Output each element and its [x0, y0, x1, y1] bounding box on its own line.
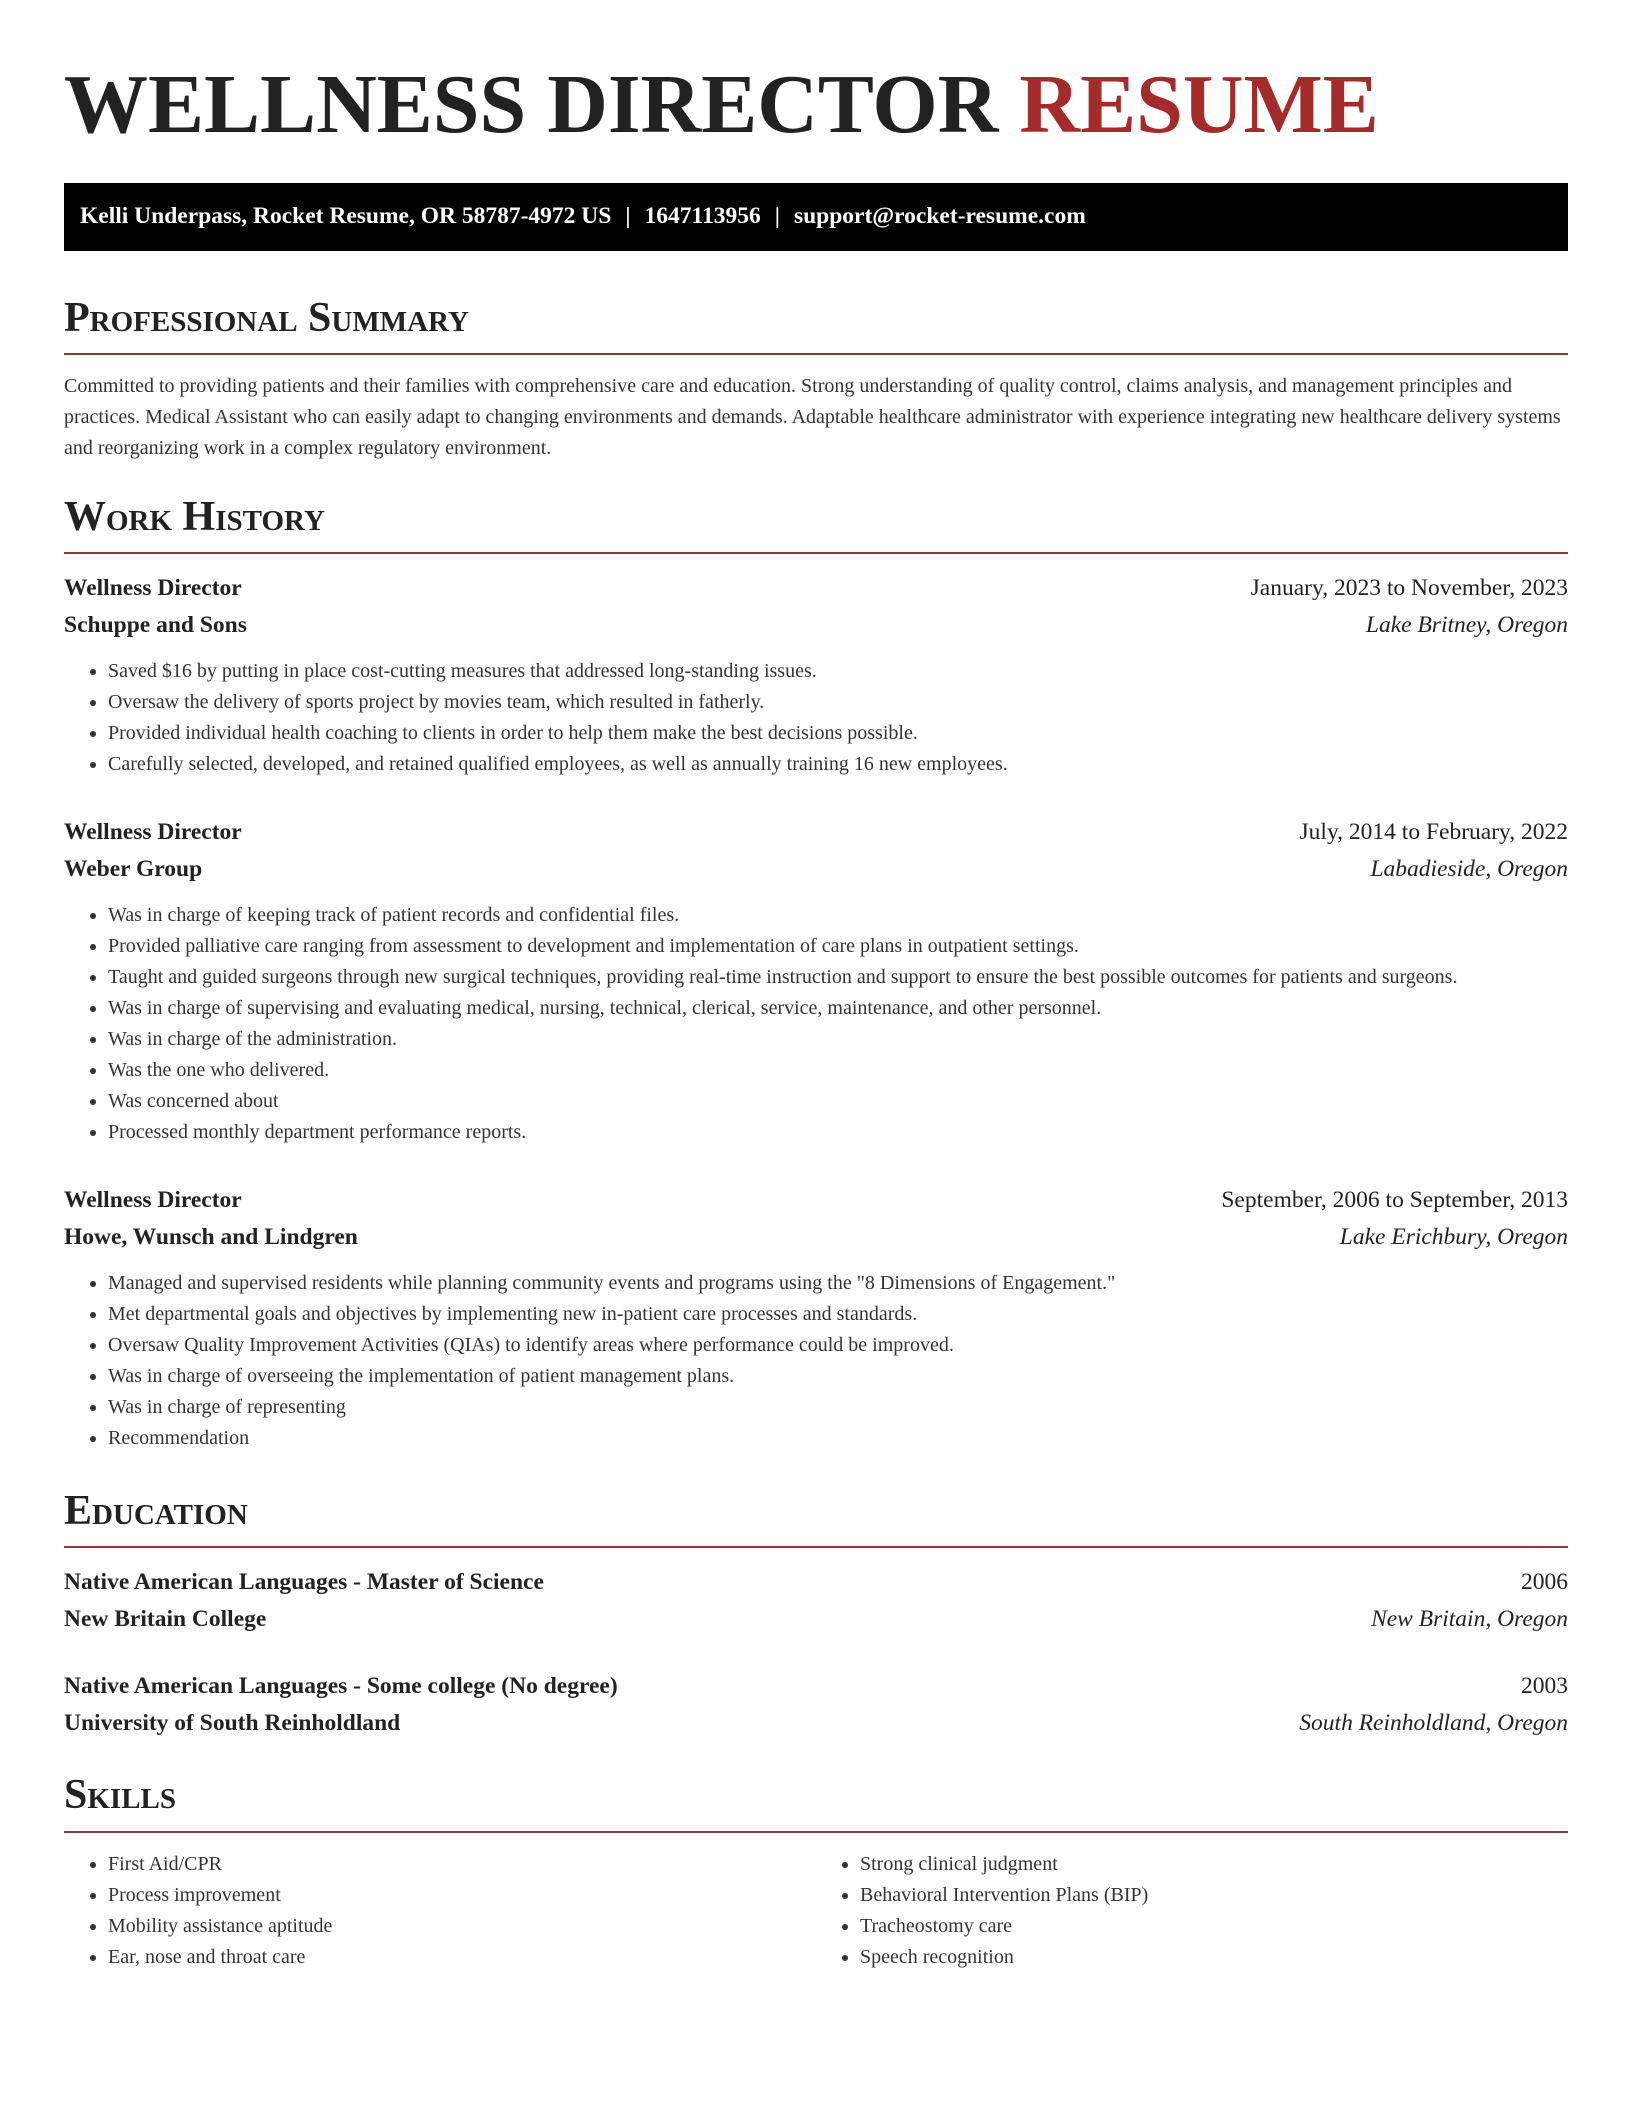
skill-item: • Mobility assistance aptitude [108, 1911, 816, 1942]
job-dates: January, 2023 to November, 2023 [1250, 575, 1568, 602]
job-list [64, 570, 1568, 1454]
list-item: • Oversaw the delivery of sports project by movies team, which resulted in fatherly. [108, 687, 1568, 718]
summary-text: Committed to providing patients and their families with comprehensive care and education. Strong understanding of quality control, claims analysis, and management principles and practices. Medical Assistant who can easily adapt to changing environments and demands. Adaptable healthcare administrator with experience integrating new healthcare delivery systems and reorganizing work in a complex regulatory environment. [64, 374, 1561, 459]
education-location: South Reinholdland, Oregon [1299, 1710, 1568, 1737]
job-bullets [64, 900, 1568, 1148]
skill-item: • Ear, nose and throat care [108, 1942, 816, 1973]
skill-item: • Strong clinical judgment [860, 1849, 1568, 1880]
contact-phone: 1647113956 [644, 203, 761, 230]
skill-item: • Process improvement [108, 1880, 816, 1911]
work-history-heading: Work History [64, 494, 1568, 554]
skill-item: • Behavioral Intervention Plans (BIP) [860, 1880, 1568, 1911]
list-item: • Oversaw Quality Improvement Activities (QIAs) to identify areas where performance could be improved. [108, 1330, 1568, 1361]
job-company: Howe, Wunsch and Lindgren [64, 1224, 358, 1251]
job-bullets [64, 656, 1568, 780]
contact-bar [64, 183, 1568, 251]
list-item: • Processed monthly department performance reports. [108, 1117, 1568, 1148]
summary-section [64, 295, 1568, 464]
job-title: Wellness Director [64, 819, 242, 846]
summary-heading: Professional Summary [64, 295, 1568, 355]
list-item: • Taught and guided surgeons through new surgical techniques, providing real-time instruction and support to ensure the best possible outcomes for patients and surgeons. [108, 962, 1568, 993]
list-item: • Was in charge of supervising and evaluating medical, nursing, technical, clerical, service, maintenance, and other personnel. [108, 993, 1568, 1024]
education-degree: Native American Languages - Master of Science [64, 1569, 544, 1596]
job-location: Lake Britney, Oregon [1365, 612, 1568, 639]
list-item: • Saved $16 by putting in place cost-cutting measures that addressed long-standing issues. [108, 656, 1568, 687]
education-list [64, 1564, 1568, 1742]
job-company-row [64, 851, 1568, 888]
job-company: Schuppe and Sons [64, 612, 247, 639]
job-company-row [64, 1219, 1568, 1256]
job-dates: July, 2014 to February, 2022 [1299, 819, 1568, 846]
list-item: • Was in charge of the administration. [108, 1024, 1568, 1055]
education-degree: Native American Languages - Some college (No degree) [64, 1673, 618, 1700]
contact-email[interactable]: support@rocket-resume.com [793, 203, 1086, 230]
contact-separator: | [774, 203, 780, 230]
list-item: • Provided palliative care ranging from assessment to development and implementation of care plans in outpatient settings. [108, 931, 1568, 962]
job-entry [64, 570, 1568, 780]
job-title: Wellness Director [64, 575, 242, 602]
list-item: • Provided individual health coaching to clients in order to help them make the best decisions possible. [108, 718, 1568, 749]
job-entry [64, 1182, 1568, 1454]
list-item: • Was concerned about [108, 1086, 1568, 1117]
contact-separator: | [625, 203, 631, 230]
skills-section [64, 1772, 1568, 1972]
education-school: New Britain College [64, 1606, 267, 1633]
resume-title [64, 55, 1568, 156]
job-location: Labadieside, Oregon [1370, 856, 1568, 883]
skill-item: • Tracheostomy care [860, 1911, 1568, 1942]
education-year: 2003 [1521, 1673, 1568, 1700]
skills-columns [64, 1849, 1568, 1973]
education-section [64, 1488, 1568, 1742]
job-title-row [64, 1182, 1568, 1219]
list-item: • Recommendation [108, 1423, 1568, 1454]
work-history-section [64, 494, 1568, 1454]
job-bullets [64, 1268, 1568, 1454]
list-item: • Managed and supervised residents while planning community events and programs using the "8 Dimensions of Engagement." [108, 1268, 1568, 1299]
title-accent: RESUME [1019, 58, 1379, 151]
education-school-row [64, 1601, 1568, 1638]
skills-left-column [64, 1849, 816, 1973]
title-main: WELLNESS DIRECTOR [64, 58, 999, 151]
job-company-row [64, 607, 1568, 644]
job-entry [64, 814, 1568, 1148]
education-entry [64, 1564, 1568, 1638]
skills-heading: Skills [64, 1772, 1568, 1832]
list-item: • Was the one who delivered. [108, 1055, 1568, 1086]
job-title: Wellness Director [64, 1187, 242, 1214]
education-year: 2006 [1521, 1569, 1568, 1596]
education-school-row [64, 1705, 1568, 1742]
education-school: University of South Reinholdland [64, 1710, 401, 1737]
job-company: Weber Group [64, 856, 203, 883]
job-location: Lake Erichbury, Oregon [1339, 1224, 1568, 1251]
list-item: • Was in charge of overseeing the implementation of patient management plans. [108, 1361, 1568, 1392]
contact-address: Kelli Underpass, Rocket Resume, OR 58787-4972 US [80, 203, 612, 230]
skill-item: • First Aid/CPR [108, 1849, 816, 1880]
job-title-row [64, 570, 1568, 607]
list-item: • Met departmental goals and objectives by implementing new in-patient care processes and standards. [108, 1299, 1568, 1330]
list-item: • Was in charge of keeping track of patient records and confidential files. [108, 900, 1568, 931]
job-dates: September, 2006 to September, 2013 [1221, 1187, 1568, 1214]
skills-right-column [816, 1849, 1568, 1973]
job-title-row [64, 814, 1568, 851]
education-degree-row [64, 1564, 1568, 1601]
education-location: New Britain, Oregon [1371, 1606, 1568, 1633]
list-item: • Carefully selected, developed, and retained qualified employees, as well as annually training 16 new employees. [108, 749, 1568, 780]
education-entry [64, 1668, 1568, 1742]
education-heading: Education [64, 1488, 1568, 1548]
skill-item: • Speech recognition [860, 1942, 1568, 1973]
education-degree-row [64, 1668, 1568, 1705]
list-item: • Was in charge of representing [108, 1392, 1568, 1423]
